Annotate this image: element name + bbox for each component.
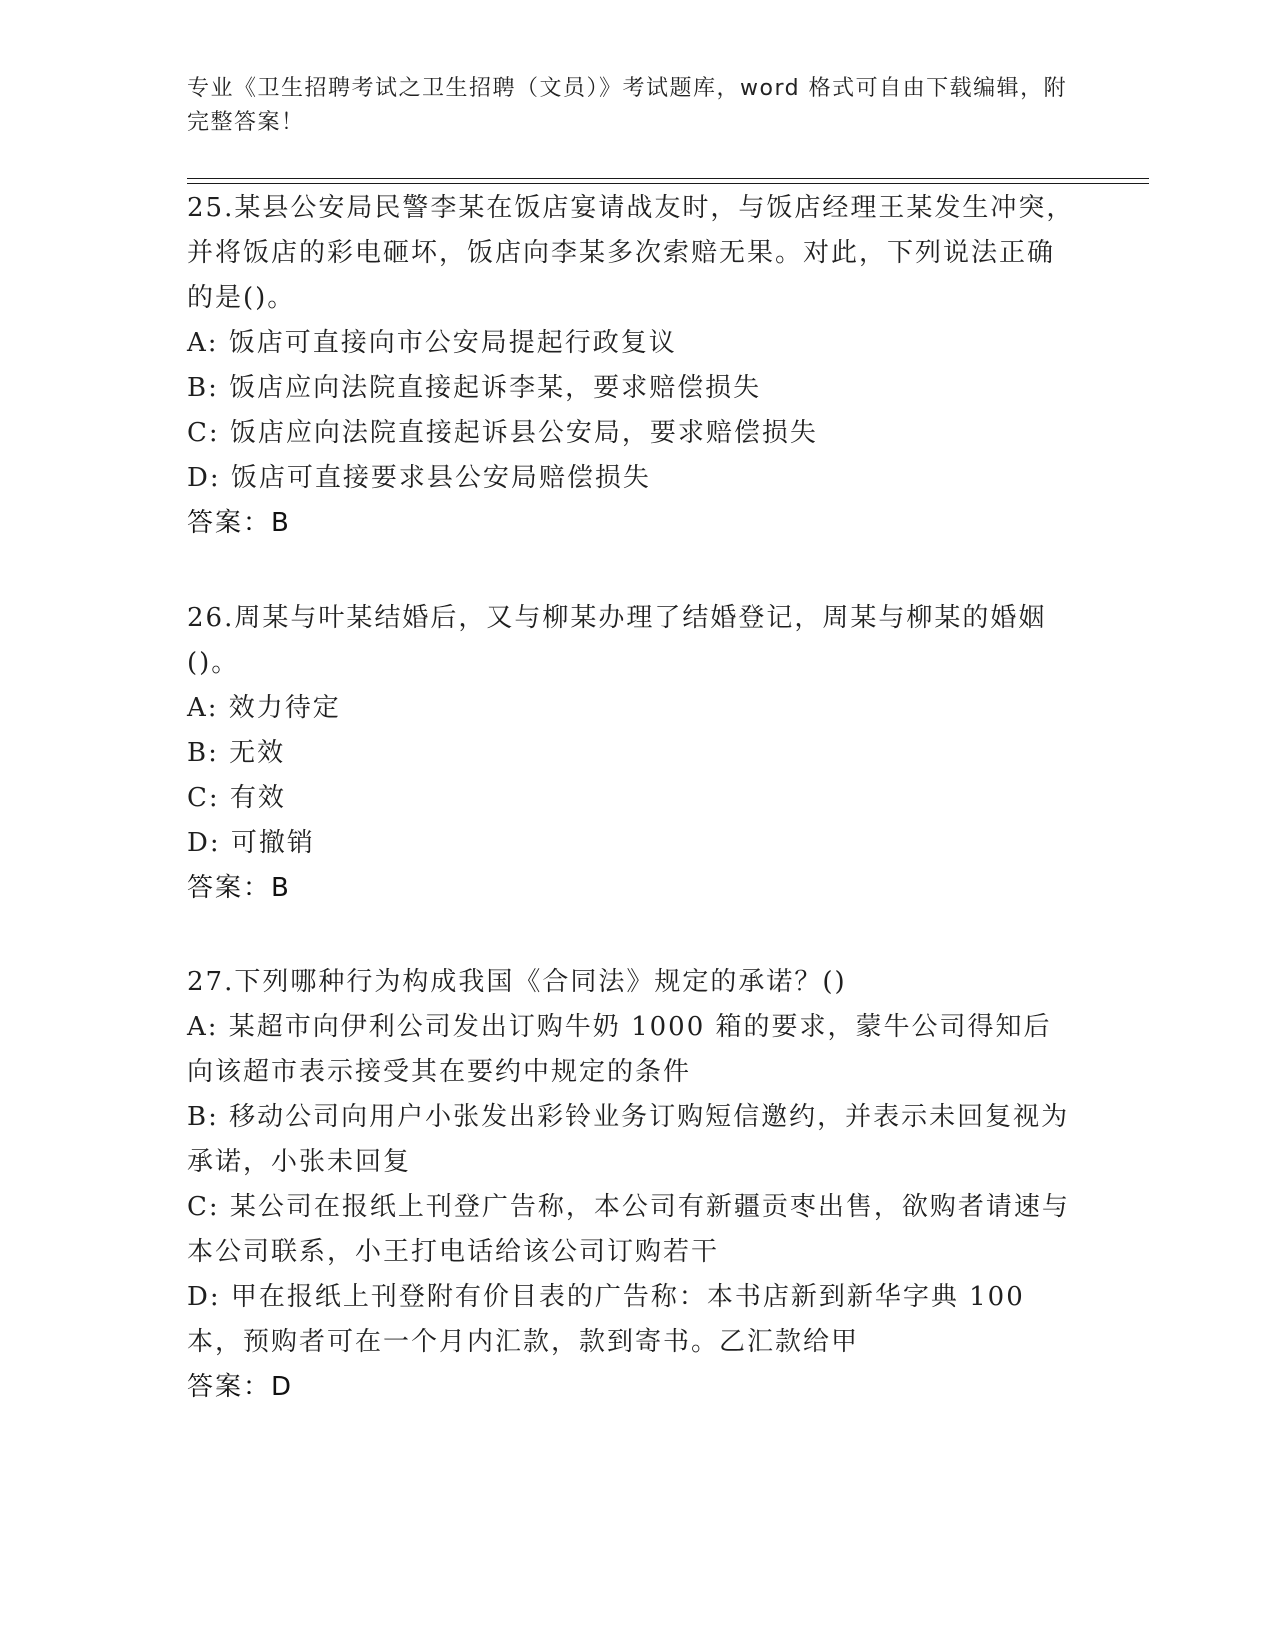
option-b: B: 饭店应向法院直接起诉李某，要求赔偿损失 xyxy=(187,373,762,403)
option-b: B: 移动公司向用户小张发出彩铃业务订购短信邀约，并表示未回复视为承诺，小张未回复 xyxy=(187,1102,1070,1177)
option-c: C: 有效 xyxy=(187,783,286,813)
option-d: D: 可撤销 xyxy=(187,828,315,858)
question-block xyxy=(187,960,1077,1410)
question-block xyxy=(187,186,1077,546)
question-stem: 25.某县公安局民警李某在饭店宴请战友时，与饭店经理王某发生冲突，并将饭店的彩电砸坏，饭店向李某多次索赔无果。对此，下列说法正确的是()。 xyxy=(187,193,1075,313)
document-header: 专业《卫生招聘考试之卫生招聘（文员）》考试题库，word 格式可自由下载编辑，附完整答案！ xyxy=(187,76,1068,135)
answer-line: 答案：B xyxy=(187,508,291,538)
option-c: C: 某公司在报纸上刊登广告称，本公司有新疆贡枣出售，欲购者请速与本公司联系，小王打电话给该公司订购若干 xyxy=(187,1192,1070,1267)
option-a: A: 效力待定 xyxy=(187,693,341,723)
question-block xyxy=(187,596,1077,911)
option-a: A: 某超市向伊利公司发出订购牛奶 1000 箱的要求，蒙牛公司得知后向该超市表示接受其在要约中规定的条件 xyxy=(187,1012,1052,1087)
header-divider-top xyxy=(187,178,1149,179)
question-stem: 26.周某与叶某结婚后，又与柳某办理了结婚登记，周某与柳某的婚姻()。 xyxy=(187,603,1047,678)
answer-line: 答案：B xyxy=(187,873,291,903)
option-a: A: 饭店可直接向市公安局提起行政复议 xyxy=(187,328,677,358)
option-d: D: 甲在报纸上刊登附有价目表的广告称：本书店新到新华字典 100 本，预购者可在一个月内汇款，款到寄书。乙汇款给甲 xyxy=(187,1282,1025,1357)
option-c: C: 饭店应向法院直接起诉县公安局，要求赔偿损失 xyxy=(187,418,818,448)
option-d: D: 饭店可直接要求县公安局赔偿损失 xyxy=(187,463,651,493)
header-divider-bottom xyxy=(187,183,1149,184)
answer-line: 答案：D xyxy=(187,1372,294,1402)
question-stem: 27.下列哪种行为构成我国《合同法》规定的承诺？() xyxy=(187,967,847,997)
option-b: B: 无效 xyxy=(187,738,286,768)
